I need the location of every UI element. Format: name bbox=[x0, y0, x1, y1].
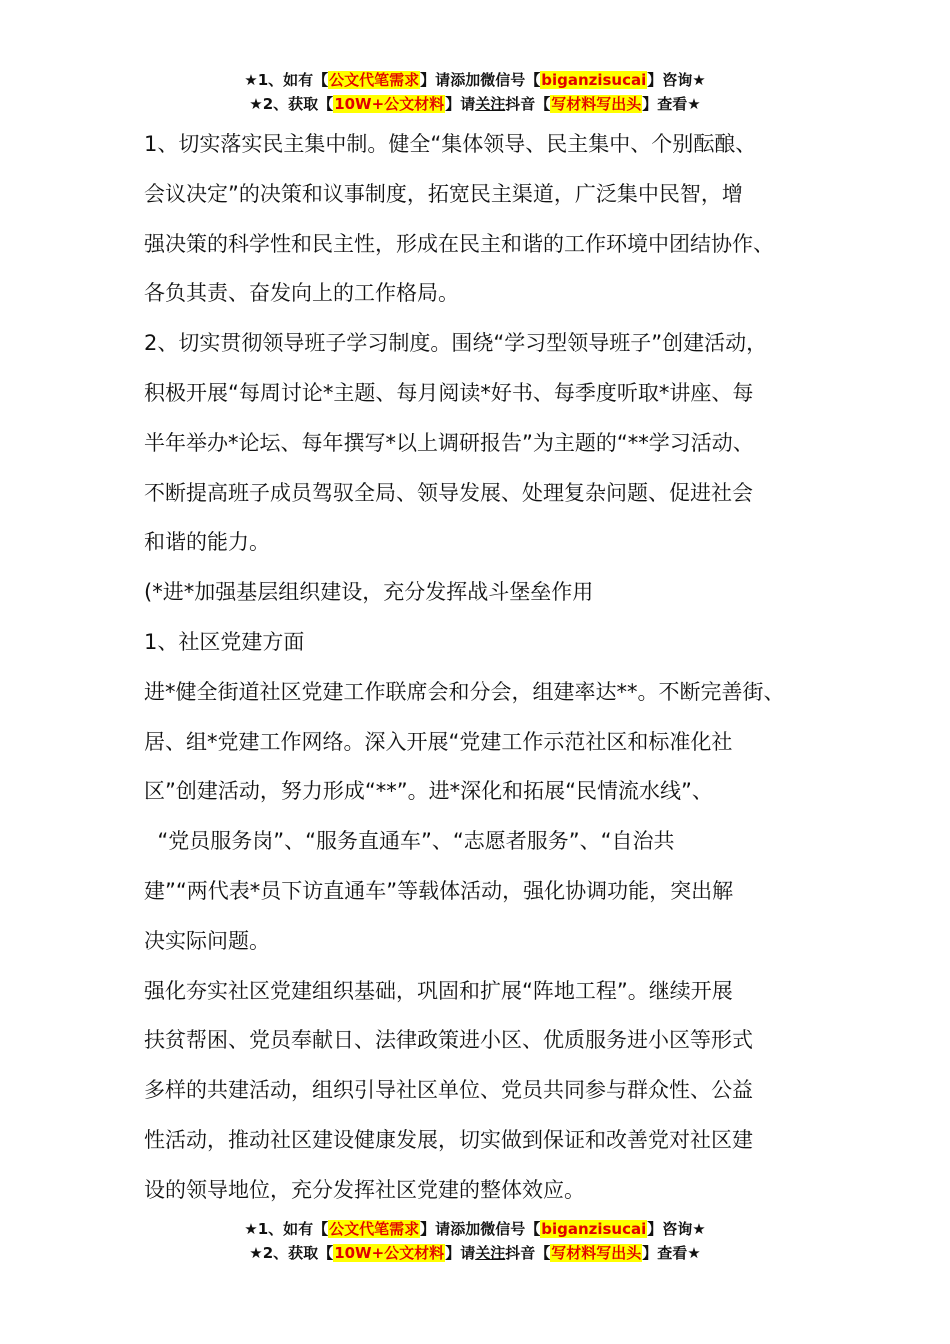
text-line: 决实际问题。 bbox=[144, 928, 270, 953]
promo-emphasis: 关注 bbox=[475, 95, 506, 113]
promo-text: 抖音【 bbox=[505, 95, 551, 113]
promo-text: ★2、获取【 bbox=[249, 95, 334, 113]
text-line: “党员服务岗”、“服务直通车”、“志愿者服务”、“自治共 bbox=[144, 829, 675, 854]
text-line: 和谐的能力。 bbox=[144, 530, 270, 555]
text-line: 强化夯实社区党建组织基础，巩固和扩展“阵地工程”。继续开展 bbox=[144, 978, 733, 1003]
text-line: 进*健全街道社区党建工作联席会和分会，组建率达**。不断完善街、 bbox=[144, 679, 785, 704]
paragraph-community-party-building bbox=[144, 668, 834, 967]
text-line: 扶贫帮困、党员奉献日、法律政策进小区、优质服务进小区等形式 bbox=[144, 1028, 753, 1053]
text-line: 会议决定”的决策和议事制度，拓宽民主渠道，广泛集中民智，增 bbox=[144, 181, 743, 206]
paragraph-community-foundation bbox=[144, 967, 834, 1216]
text-line: 2、切实贯彻领导班子学习制度。围绕“学习型领导班子”创建活动， bbox=[144, 331, 768, 356]
promo-highlight: 公文代笔需求 bbox=[329, 1220, 420, 1238]
text-line: 半年举办*论坛、每年撰写*以上调研报告”为主题的“**学习活动、 bbox=[144, 430, 754, 455]
text-line: 居、组*党建工作网络。深入开展“党建工作示范社区和标准化社 bbox=[144, 729, 733, 754]
promo-text: 】请 bbox=[445, 95, 476, 113]
promo-highlight: 10W+公文材料 bbox=[334, 1244, 445, 1262]
promo-text: 】请 bbox=[445, 1244, 476, 1262]
promo-text: 微信号【 bbox=[480, 1220, 541, 1238]
text-line: 区”创建活动，努力形成“**”。进*深化和拓展“民情流水线”、 bbox=[144, 779, 713, 804]
promo-emphasis: 关注 bbox=[475, 1244, 506, 1262]
text-line: 性活动，推动社区建设健康发展，切实做到保证和改善党对社区建 bbox=[144, 1127, 753, 1152]
paragraph-study-system bbox=[144, 319, 834, 568]
text-line: 1、切实落实民主集中制。健全“集体领导、民主集中、个别酝酿、 bbox=[144, 132, 757, 156]
promo-text: 】咨询★ bbox=[647, 1220, 706, 1238]
promo-text: 】咨询★ bbox=[647, 71, 706, 89]
wechat-id-highlight: biganzisucai bbox=[541, 1220, 647, 1238]
text-line: 积极开展“每周讨论*主题、每月阅读*好书、每季度听取*讲座、每 bbox=[144, 380, 754, 405]
bottom-promo-banner bbox=[0, 1217, 950, 1265]
document-body bbox=[144, 120, 834, 1216]
douyin-id-highlight: 写材料写出头 bbox=[551, 95, 642, 113]
top-promo-banner bbox=[0, 68, 950, 116]
promo-text: 】查看★ bbox=[642, 1244, 701, 1262]
promo-line-1 bbox=[0, 1217, 950, 1241]
promo-text: 】请 bbox=[420, 1220, 451, 1238]
promo-text: 微信号【 bbox=[480, 71, 541, 89]
promo-emphasis: 添加 bbox=[450, 71, 481, 89]
text-line: 不断提高班子成员驾驭全局、领导发展、处理复杂问题、促进社会 bbox=[144, 480, 753, 505]
promo-highlight: 10W+公文材料 bbox=[334, 95, 445, 113]
text-line: 各负其责、奋发向上的工作格局。 bbox=[144, 281, 459, 306]
section-heading: (*进*加强基层组织建设，充分发挥战斗堡垒作用 bbox=[144, 580, 594, 605]
subsection-heading: 1、社区党建方面 bbox=[144, 629, 305, 654]
text-line: 设的领导地位，充分发挥社区党建的整体效应。 bbox=[144, 1177, 585, 1202]
text-line: 建”“两代表*员下访直通车”等载体活动，强化协调功能，突出解 bbox=[144, 878, 734, 903]
text-line: 多样的共建活动，组织引导社区单位、党员共同参与群众性、公益 bbox=[144, 1078, 753, 1103]
promo-line-2 bbox=[0, 1241, 950, 1265]
promo-text: ★1、如有【 bbox=[244, 1220, 329, 1238]
promo-text: ★1、如有【 bbox=[244, 71, 329, 89]
text-line: 强决策的科学性和民主性，形成在民主和谐的工作环境中团结协作、 bbox=[144, 231, 774, 256]
promo-text: ★2、获取【 bbox=[249, 1244, 334, 1262]
promo-text: 抖音【 bbox=[505, 1244, 551, 1262]
promo-text: 】查看★ bbox=[642, 95, 701, 113]
wechat-id-highlight: biganzisucai bbox=[541, 71, 647, 89]
promo-line-1 bbox=[0, 68, 950, 92]
promo-highlight: 公文代笔需求 bbox=[329, 71, 420, 89]
paragraph-democratic-centralism bbox=[144, 120, 834, 319]
promo-line-2 bbox=[0, 92, 950, 116]
promo-emphasis: 添加 bbox=[450, 1220, 481, 1238]
douyin-id-highlight: 写材料写出头 bbox=[551, 1244, 642, 1262]
promo-text: 】请 bbox=[420, 71, 451, 89]
